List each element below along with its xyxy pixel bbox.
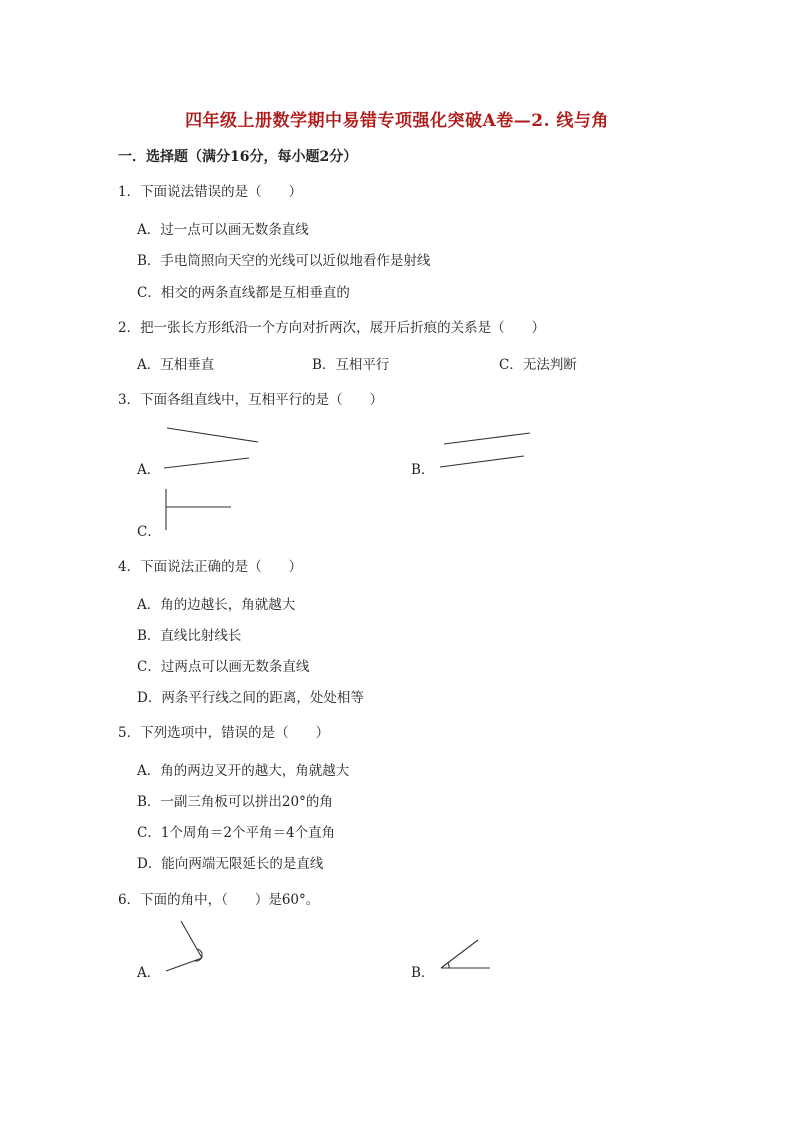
question-5-option-b: B．一副三角板可以拼出20°的角 <box>137 794 333 810</box>
question-4-option-a: A．角的边越长，角就越大 <box>137 597 296 613</box>
question-1-option-c: C．相交的两条直线都是互相垂直的 <box>137 285 350 301</box>
question-2-stem: 2．把一张长方形纸沿一个方向对折两次，展开后折痕的关系是（ ） <box>118 320 546 336</box>
document-title: 四年级上册数学期中易错专项强化突破A卷—2. 线与角 <box>185 111 609 131</box>
figure-b-ray-1 <box>441 940 478 968</box>
question-4-stem: 4．下面说法正确的是（ ） <box>118 559 303 575</box>
figure-a-line-2 <box>164 458 249 468</box>
question-5-option-c: C．1个周角＝2个平角＝4个直角 <box>137 825 336 841</box>
question-1-stem: 1．下面说法错误的是（ ） <box>118 184 303 200</box>
question-1-option-a: A．过一点可以画无数条直线 <box>137 222 309 238</box>
question-6-option-a-label: A． <box>137 965 161 981</box>
question-6-figure-a <box>160 915 210 975</box>
question-6-option-b-label: B． <box>411 965 435 981</box>
question-2-option-a: A．互相垂直 <box>137 357 215 373</box>
question-3-option-c-label: C． <box>137 524 161 540</box>
question-5-stem: 5．下列选项中，错误的是（ ） <box>118 725 330 741</box>
question-4-option-d: D．两条平行线之间的距离，处处相等 <box>137 690 364 706</box>
question-6-stem: 6．下面的角中，（ ）是60°。 <box>118 892 320 908</box>
question-3-option-b-label: B． <box>411 462 435 478</box>
figure-a-ray-2 <box>166 958 202 971</box>
question-5-option-a: A．角的两边叉开的越大，角就越大 <box>137 763 350 779</box>
figure-b-angle-arc <box>448 963 449 968</box>
question-2-option-c: C．无法判断 <box>499 357 577 373</box>
section-heading: 一．选择题（满分16分，每小题2分） <box>118 149 358 165</box>
question-4-option-b: B．直线比射线长 <box>137 628 242 644</box>
figure-a-ray-1 <box>181 921 202 958</box>
figure-b-line-1 <box>444 433 530 444</box>
question-4-option-c: C．过两点可以画无数条直线 <box>137 659 310 675</box>
question-3-figure-a <box>160 422 270 474</box>
question-5-option-d: D．能向两端无限延长的是直线 <box>137 856 324 872</box>
question-1-option-b: B．手电筒照向天空的光线可以近似地看作是射线 <box>137 253 431 269</box>
figure-b-line-2 <box>440 456 524 467</box>
question-3-figure-c <box>160 486 240 534</box>
question-3-stem: 3．下面各组直线中，互相平行的是（ ） <box>118 392 384 408</box>
question-2-option-b: B．互相平行 <box>312 357 390 373</box>
figure-a-line-1 <box>167 428 258 442</box>
question-3-figure-b <box>436 428 536 470</box>
question-6-figure-b <box>436 934 496 974</box>
question-3-option-a-label: A． <box>137 462 161 478</box>
